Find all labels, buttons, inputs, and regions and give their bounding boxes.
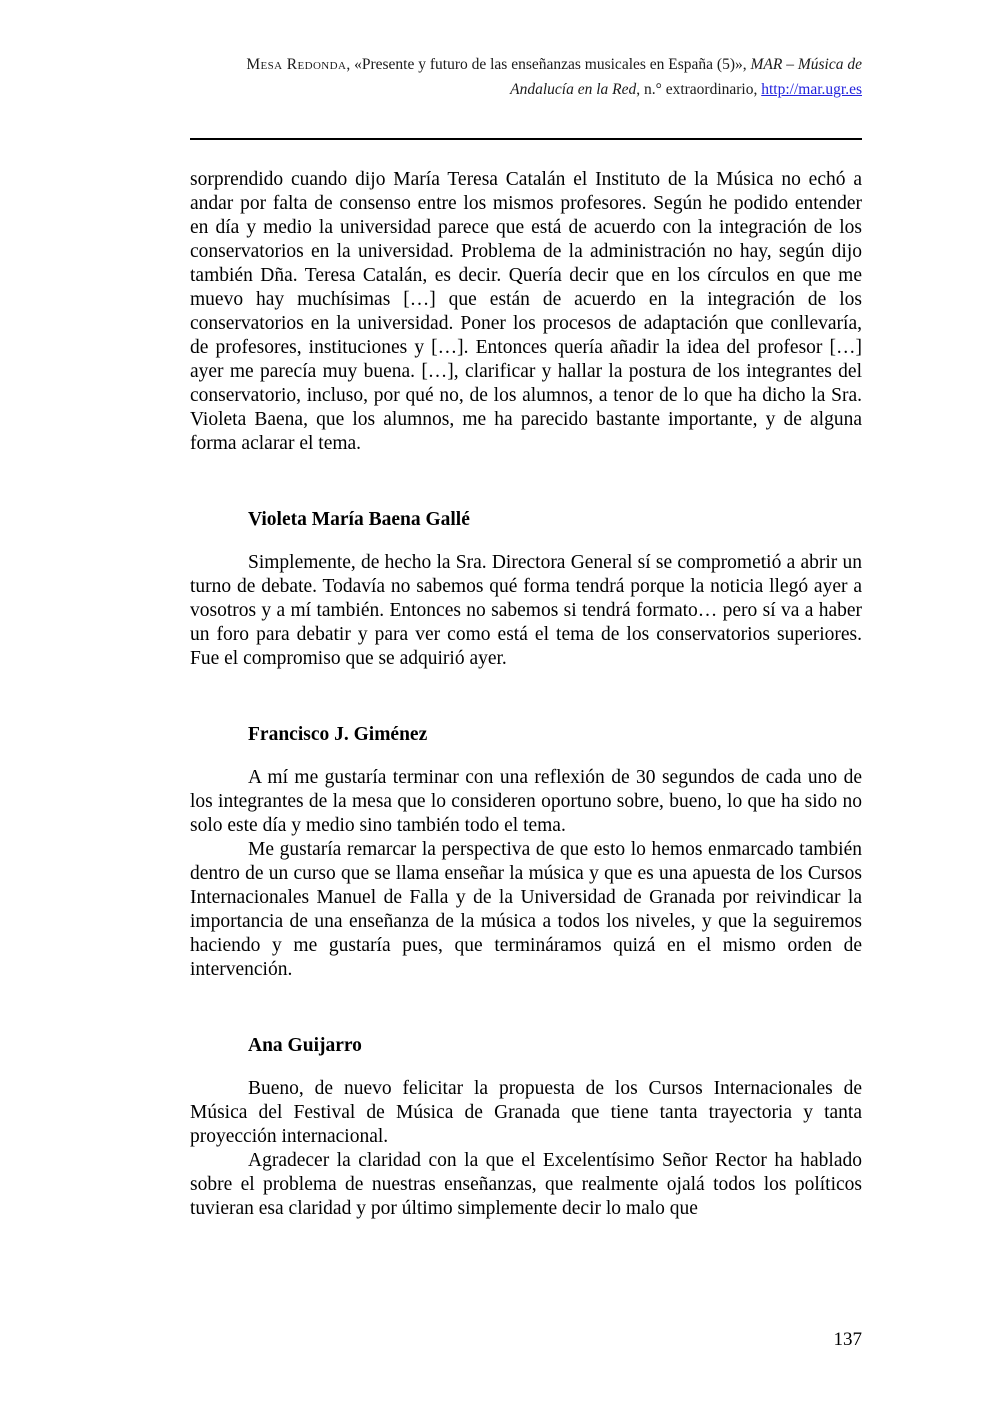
- speaker-heading-ana-guijarro: Ana Guijarro: [248, 1035, 362, 1056]
- series-title: Mesa Redonda: [246, 56, 347, 73]
- paragraph-guijarro-1: Bueno, de nuevo felicitar la propuesta de los Cursos Internacionales de Música del Festival de Música de Granada que tiene tanta trayectoria y tanta proyección internacional.: [190, 1078, 862, 1147]
- document-body: [190, 168, 862, 1221]
- journal-url-link[interactable]: http://mar.ugr.es: [761, 81, 862, 98]
- paragraph-gimenez-2: Me gustaría remarcar la perspectiva de que esto lo hemos enmarcado también dentro de un curso que se llama enseñar la música y que es una apuesta de los Cursos Internacionales Manuel de Falla y de la Universidad de Granada por reivindicar la importancia de una enseñanza de la música a todos los niveles, y que la seguiremos haciendo y me gustaría pues, que termináramos quizá en el mismo orden de intervención.: [190, 839, 862, 980]
- text-column: [190, 0, 862, 1221]
- page-number: 137: [833, 1329, 862, 1350]
- running-header-line2: [190, 77, 862, 102]
- header-rule: [190, 138, 862, 140]
- paragraph-gimenez-1: A mí me gustaría terminar con una reflexión de 30 segundos de cada uno de los integrantes de la mesa que lo consideren oportuno sobre, bueno, lo que ha sido no solo este día y medio sino también todo el tema.: [190, 767, 862, 836]
- journal-title-part1: MAR – Música de: [750, 56, 862, 73]
- paragraph-baena: Simplemente, de hecho la Sra. Directora General sí se comprometió a abrir un turno de debate. Todavía no sabemos qué forma tendrá porque la noticia llegó ayer a vosotros y a mí también. Entonces no sabemos si tendrá formato… pero sí va a haber un foro para debatir y para ver como está el tema de los conservatorios superiores. Fue el compromiso que se adquirió ayer.: [190, 552, 862, 669]
- speaker-heading-francisco-gimenez: Francisco J. Giménez: [248, 724, 428, 745]
- article-title-quote: , «Presente y futuro de las enseñanzas musicales en España (5)»,: [346, 56, 751, 73]
- paragraph-continuation: sorprendido cuando dijo María Teresa Catalán el Instituto de la Música no echó a andar por falta de consenso entre los mismos profesores. Según he podido entender en día y medio la universidad parece que está de acuerdo con la integración de los conservatorios en la universidad. Problema de la administración no hay, según dijo también Dña. Teresa Catalán, es decir. Quería decir que en los círculos en que me muevo hay muchísimas […] que están de acuerdo en la integración de los conservatorios en la universidad. Poner los procesos de adaptación que conllevaría, de profesores, instituciones y […]. Entonces quería añadir la idea del profesor […] ayer me parecía muy buena. […], clarificar y hallar la postura de los integrantes del conservatorio, incluso, por qué no, de los alumnos, a tenor de lo que ha dicho la Sra. Violeta Baena, que los alumnos, me ha parecido bastante importante, y de alguna forma aclarar el tema.: [190, 169, 862, 454]
- issue-label: , n.° extraordinario,: [636, 81, 762, 98]
- speaker-heading-violeta-baena: Violeta María Baena Gallé: [248, 509, 470, 530]
- running-header: [190, 0, 862, 102]
- journal-title-part2: Andalucía en la Red: [510, 81, 637, 98]
- paragraph-guijarro-2: Agradecer la claridad con la que el Excelentísimo Señor Rector ha hablado sobre el problema de nuestras enseñanzas, que realmente ojalá todos los políticos tuvieran esa claridad y por último simplemente decir lo malo que: [190, 1150, 862, 1219]
- running-header-line1: [190, 52, 862, 77]
